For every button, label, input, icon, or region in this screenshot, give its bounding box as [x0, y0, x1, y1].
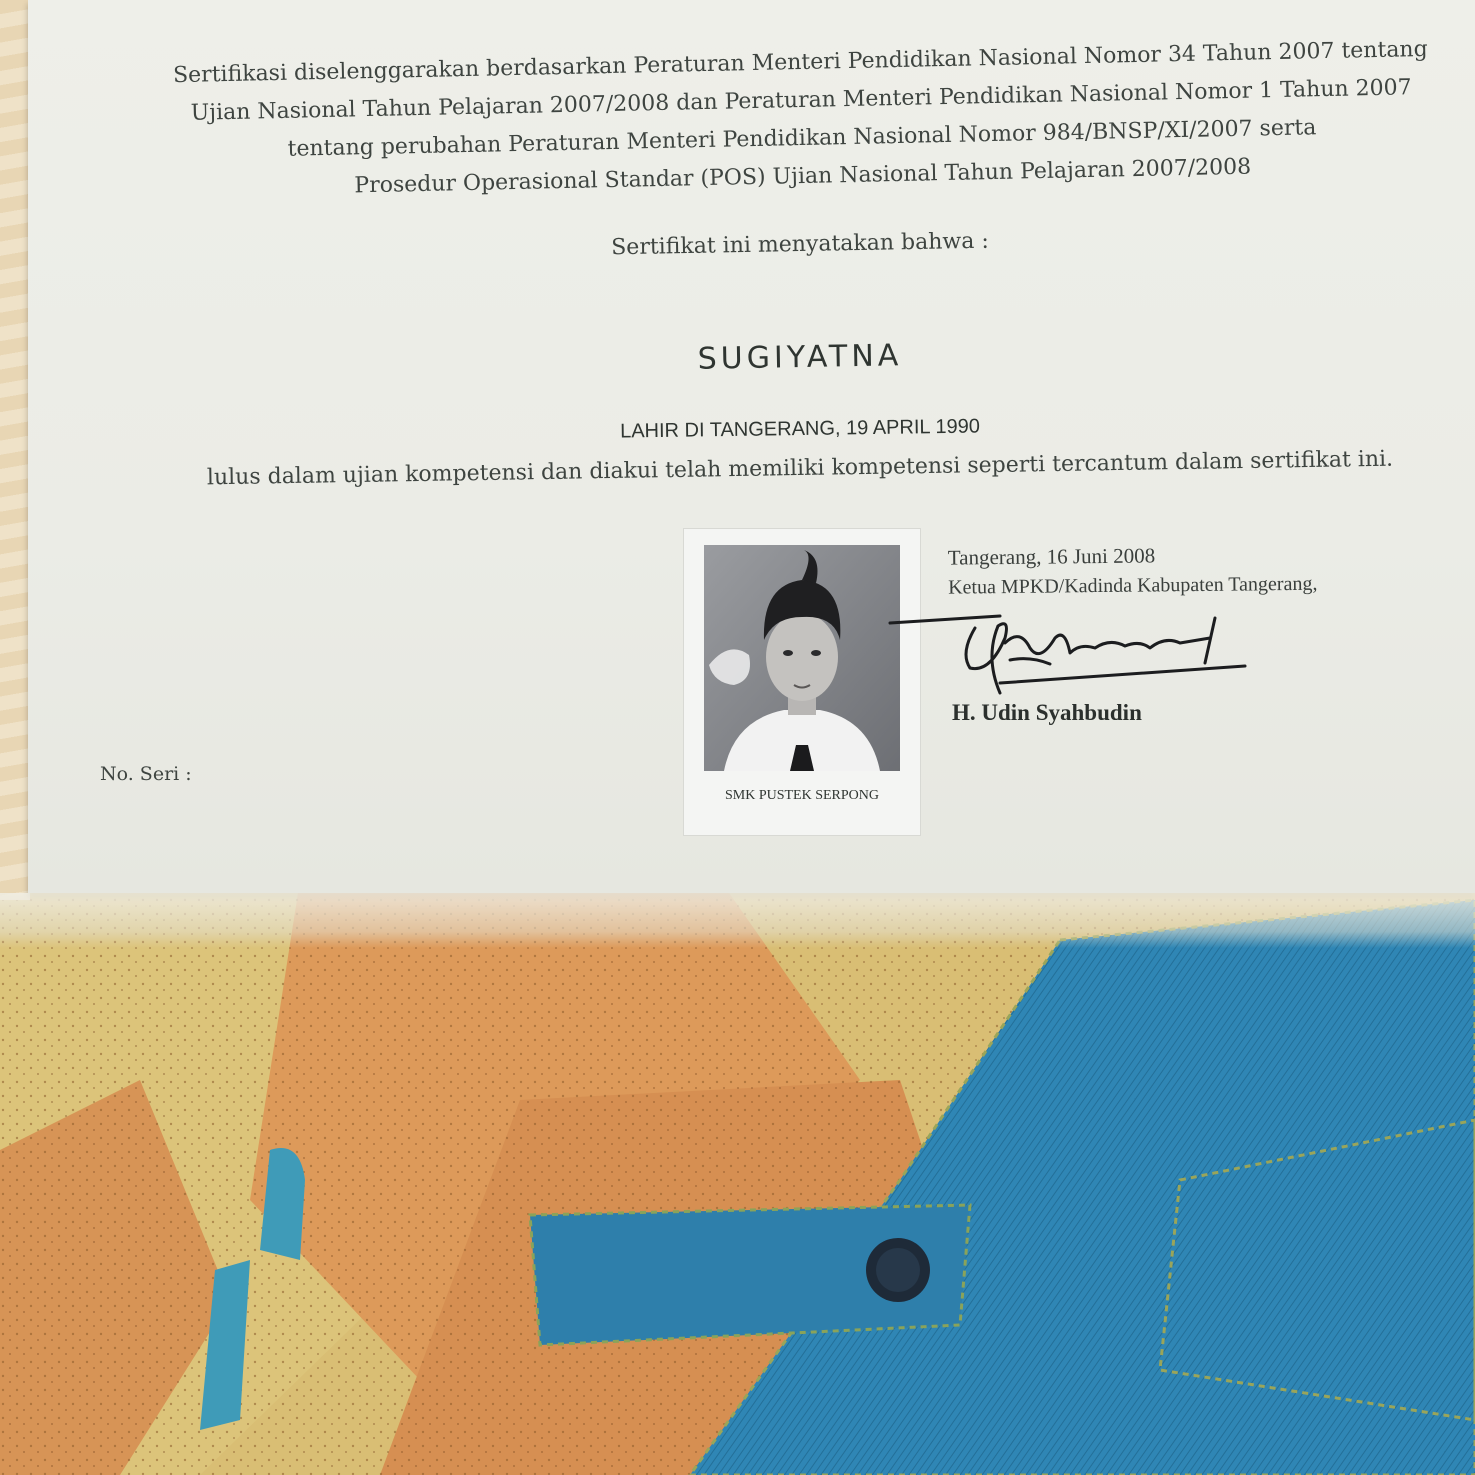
signer-role: Ketua MPKD/Kadinda Kabupaten Tangerang, [948, 572, 1318, 599]
signer-name: H. Udin Syahbudin [952, 700, 1142, 725]
holder-name: SUGIYATNA [697, 338, 903, 377]
serial-number-label: No. Seri : [100, 763, 192, 785]
photo-school-label: SMK PUSTEK SERPONG [724, 788, 880, 803]
certificate-statement: Sertifikat ini menyatakan bahwa : [611, 228, 989, 261]
handwritten-signature [880, 598, 1260, 708]
portrait-photo [704, 545, 900, 771]
plastic-sleeve-edge [0, 893, 1475, 948]
intro-line: Prosedur Operasional Standar (POS) Ujian Nasional Tahun Pelajaran 2007/2008 [354, 154, 1252, 199]
certificate-intro [150, 30, 1453, 209]
signature-block [948, 537, 1449, 602]
intro-line: tentang perubahan Peraturan Menteri Pendidikan Nasional Nomor 984/BNSP/XI/2007 serta [287, 115, 1317, 162]
paper-left-border [0, 0, 30, 900]
birth-info: LAHIR DI TANGERANG, 19 APRIL 1990 [619, 415, 981, 443]
sign-place-date: Tangerang, 16 Juni 2008 [947, 543, 1156, 570]
passed-statement: lulus dalam ujian kompetensi dan diakui telah memiliki kompetensi seperti tercantum dalam sertifikat ini. [206, 446, 1394, 491]
intro-line: Sertifikasi diselenggarakan berdasarkan Peraturan Menteri Pendidikan Nasional Nomor 34 Tahun 2007 tentang [172, 36, 1428, 89]
intro-line: Ujian Nasional Tahun Pelajaran 2007/2008 dan Peraturan Menteri Pendidikan Nasional Nomor 1 Tahun 2007 [190, 75, 1412, 126]
